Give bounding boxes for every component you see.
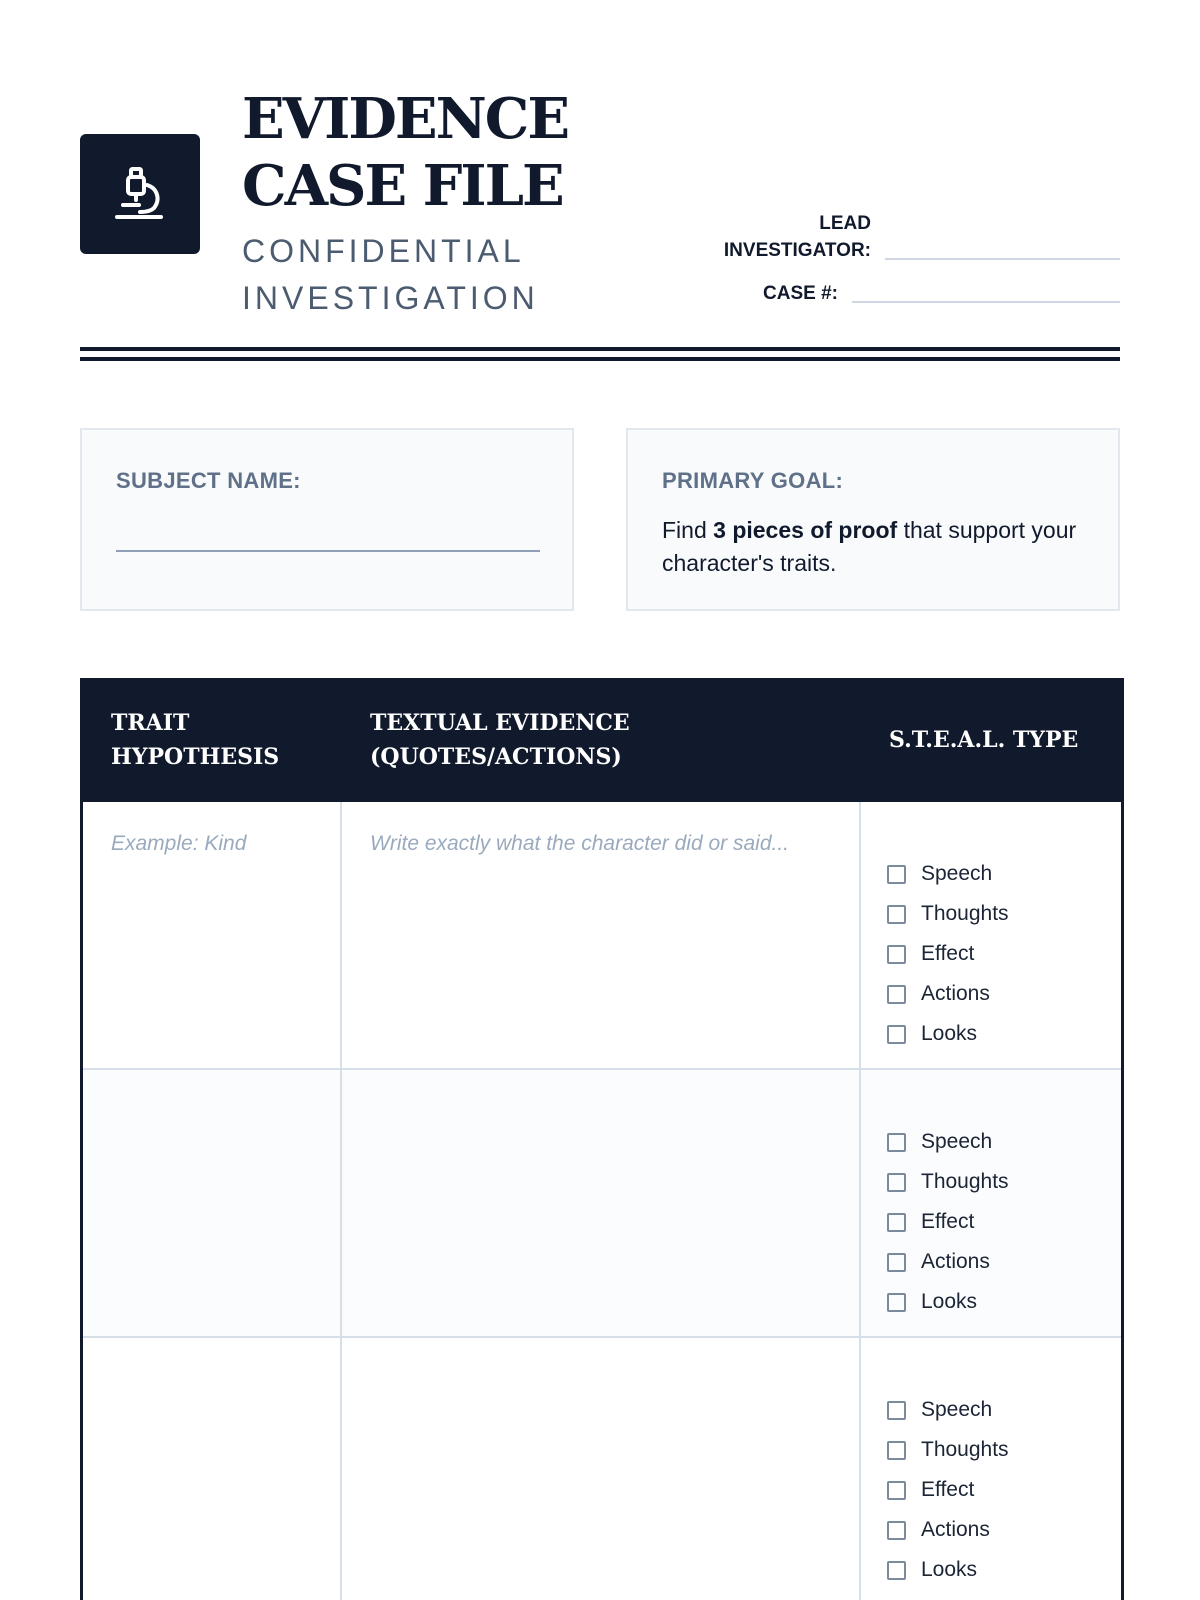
subject-name-input-line[interactable] bbox=[116, 550, 540, 552]
checkbox-label: Actions bbox=[921, 982, 990, 1005]
checkbox-label: Effect bbox=[921, 942, 975, 965]
primary-goal-label: PRIMARY GOAL: bbox=[662, 468, 844, 493]
lead-investigator-label: LEAD INVESTIGATOR: bbox=[723, 213, 871, 261]
checkbox-label: Effect bbox=[921, 1210, 975, 1233]
case-number-input-line[interactable] bbox=[852, 301, 1120, 303]
header-trait-hypothesis bbox=[83, 678, 342, 802]
checkbox-label: Looks bbox=[921, 1558, 978, 1581]
trait-cell[interactable] bbox=[83, 1070, 342, 1336]
lead-investigator-input-line[interactable] bbox=[885, 258, 1120, 260]
checkbox-label: Looks bbox=[921, 1022, 978, 1045]
header-textual-evidence bbox=[342, 678, 861, 802]
checkbox-label: Actions bbox=[921, 1250, 990, 1273]
checkbox-thoughts[interactable] bbox=[887, 1430, 1095, 1470]
header-steal-type-label: S.T.E.A.L. TYPE bbox=[889, 727, 1079, 753]
evidence-table bbox=[80, 678, 1124, 1600]
checkbox-label: Speech bbox=[921, 1398, 993, 1421]
microscope-icon bbox=[111, 165, 169, 223]
primary-goal-card bbox=[626, 428, 1120, 611]
checkbox-actions[interactable] bbox=[887, 974, 1095, 1014]
lead-investigator-field bbox=[700, 210, 1120, 264]
checkbox-thoughts[interactable] bbox=[887, 1162, 1095, 1202]
subject-name-label: SUBJECT NAME: bbox=[116, 468, 301, 493]
trait-cell[interactable] bbox=[83, 1338, 342, 1600]
trait-placeholder: Example: Kind bbox=[111, 832, 247, 855]
checkbox-speech[interactable] bbox=[887, 1122, 1095, 1162]
checkbox-label: Looks bbox=[921, 1290, 978, 1313]
checkbox-label: Speech bbox=[921, 1130, 993, 1153]
case-number-label: CASE #: bbox=[763, 283, 838, 304]
goal-text-start: Find bbox=[662, 517, 714, 543]
table-row bbox=[83, 1338, 1121, 1600]
steal-type-cell bbox=[861, 1070, 1121, 1336]
checkbox-looks[interactable] bbox=[887, 1014, 1095, 1054]
table-row bbox=[83, 802, 1121, 1070]
steal-checklist bbox=[887, 854, 1095, 1054]
checkbox-icon[interactable] bbox=[887, 1213, 906, 1232]
checkbox-effect[interactable] bbox=[887, 1202, 1095, 1242]
goal-text-emphasis: 3 pieces of proof bbox=[713, 517, 898, 543]
checkbox-label: Thoughts bbox=[921, 1438, 1009, 1461]
header-trait-hypothesis-label: TRAIT HYPOTHESIS bbox=[111, 710, 280, 770]
header-steal-type bbox=[861, 678, 1121, 802]
header-textual-evidence-label: TEXTUAL EVIDENCE (QUOTES/ACTIONS) bbox=[370, 710, 630, 770]
checkbox-label: Thoughts bbox=[921, 1170, 1009, 1193]
checkbox-speech[interactable] bbox=[887, 1390, 1095, 1430]
primary-goal-text bbox=[662, 514, 1084, 580]
title-block bbox=[242, 86, 702, 322]
checkbox-thoughts[interactable] bbox=[887, 894, 1095, 934]
checkbox-icon[interactable] bbox=[887, 1293, 906, 1312]
checkbox-icon[interactable] bbox=[887, 1521, 906, 1540]
checkbox-label: Actions bbox=[921, 1518, 990, 1541]
subject-name-card bbox=[80, 428, 574, 611]
evidence-placeholder: Write exactly what the character did or said... bbox=[370, 832, 790, 855]
trait-cell[interactable] bbox=[83, 802, 342, 1068]
checkbox-icon[interactable] bbox=[887, 1253, 906, 1272]
page-title: EVIDENCE CASE FILE bbox=[242, 86, 569, 219]
evidence-cell[interactable] bbox=[342, 1338, 861, 1600]
checkbox-icon[interactable] bbox=[887, 945, 906, 964]
checkbox-looks[interactable] bbox=[887, 1550, 1095, 1590]
checkbox-icon[interactable] bbox=[887, 1441, 906, 1460]
checkbox-speech[interactable] bbox=[887, 854, 1095, 894]
checkbox-effect[interactable] bbox=[887, 934, 1095, 974]
checkbox-label: Speech bbox=[921, 862, 993, 885]
steal-checklist bbox=[887, 1390, 1095, 1590]
header-double-rule bbox=[80, 347, 1120, 361]
goal-text-end: that support your character's traits. bbox=[662, 517, 1077, 576]
checkbox-icon[interactable] bbox=[887, 1401, 906, 1420]
table-header bbox=[83, 678, 1121, 802]
checkbox-label: Thoughts bbox=[921, 902, 1009, 925]
checkbox-icon[interactable] bbox=[887, 905, 906, 924]
checkbox-label: Effect bbox=[921, 1478, 975, 1501]
checkbox-icon[interactable] bbox=[887, 1481, 906, 1500]
checkbox-icon[interactable] bbox=[887, 1133, 906, 1152]
checkbox-icon[interactable] bbox=[887, 985, 906, 1004]
case-number-field bbox=[700, 280, 1120, 307]
logo-badge bbox=[80, 134, 200, 254]
page-subtitle: CONFIDENTIAL INVESTIGATION bbox=[242, 233, 539, 316]
header bbox=[80, 80, 1120, 316]
checkbox-effect[interactable] bbox=[887, 1470, 1095, 1510]
checkbox-actions[interactable] bbox=[887, 1242, 1095, 1282]
evidence-cell[interactable] bbox=[342, 802, 861, 1068]
case-fields bbox=[700, 210, 1120, 323]
checkbox-icon[interactable] bbox=[887, 1025, 906, 1044]
checkbox-icon[interactable] bbox=[887, 865, 906, 884]
steal-checklist bbox=[887, 1122, 1095, 1322]
checkbox-looks[interactable] bbox=[887, 1282, 1095, 1322]
checkbox-icon[interactable] bbox=[887, 1561, 906, 1580]
evidence-cell[interactable] bbox=[342, 1070, 861, 1336]
steal-type-cell bbox=[861, 802, 1121, 1068]
steal-type-cell bbox=[861, 1338, 1121, 1600]
checkbox-actions[interactable] bbox=[887, 1510, 1095, 1550]
info-cards bbox=[80, 428, 1120, 611]
checkbox-icon[interactable] bbox=[887, 1173, 906, 1192]
table-row bbox=[83, 1070, 1121, 1338]
